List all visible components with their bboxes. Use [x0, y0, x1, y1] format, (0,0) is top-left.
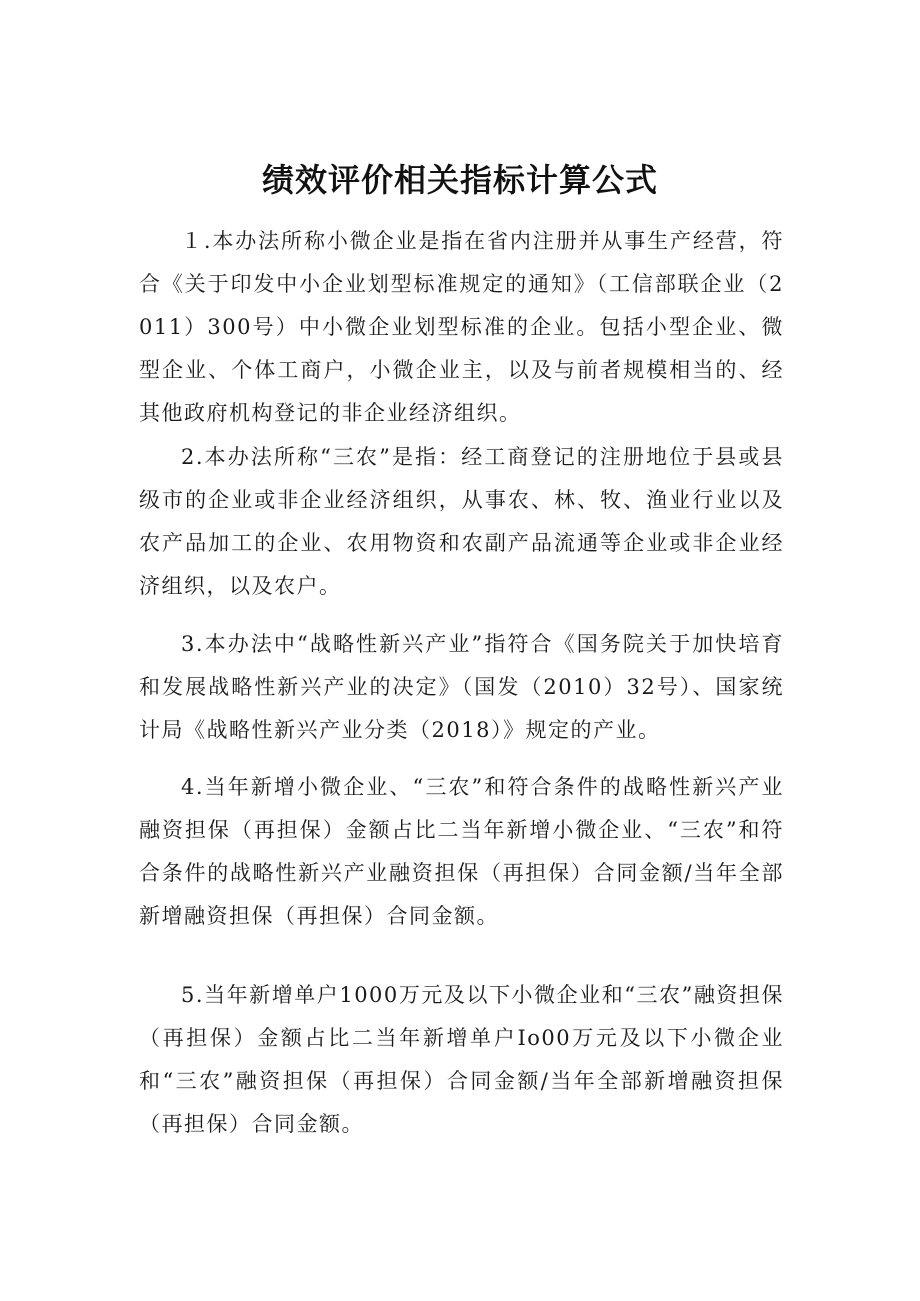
paragraph-1: １.本办法所称小微企业是指在省内注册并从事生产经营，符合《关于印发中小企业划型标准规定的通知》（工信部联企业（2011）300号）中小微企业划型标准的企业。包括小型企业、微型企业、个体工商户，小微企业主，以及与前者规模相当的、经其他政府机构登记的非企业经济组织。 [139, 229, 784, 425]
document-title: 绩效评价相关指标计算公式 [261, 161, 658, 199]
paragraph-3: 3.本办法中“战略性新兴产业”指符合《国务院关于加快培育和发展战略性新兴产业的决定》（国发（2010）32号）、国家统计局《战略性新兴产业分类（2018）》规定的产业。 [139, 632, 784, 742]
paragraph-5: 5.当年新增单户1000万元及以下小微企业和“三农”融资担保（再担保）金额占比二当年新增单户Io00万元及以下小微企业和“三农”融资担保（再担保）合同金额/当年全部新增融资担保（再担保）合同金额。 [139, 983, 784, 1136]
paragraph-2: 2.本办法所称“三农”是指：经工商登记的注册地位于县或县级市的企业或非企业经济组织，从事农、林、牧、渔业行业以及农产品加工的企业、农用物资和农副产品流通等企业或非企业经济组织，以及农户。 [139, 445, 784, 598]
paragraph-4: 4.当年新增小微企业、“三农”和符合条件的战略性新兴产业融资担保（再担保）金额占比二当年新增小微企业、“三农”和符合条件的战略性新兴产业融资担保（再担保）合同金额/当年全部新增融资担保（再担保）合同金额。 [139, 775, 784, 928]
